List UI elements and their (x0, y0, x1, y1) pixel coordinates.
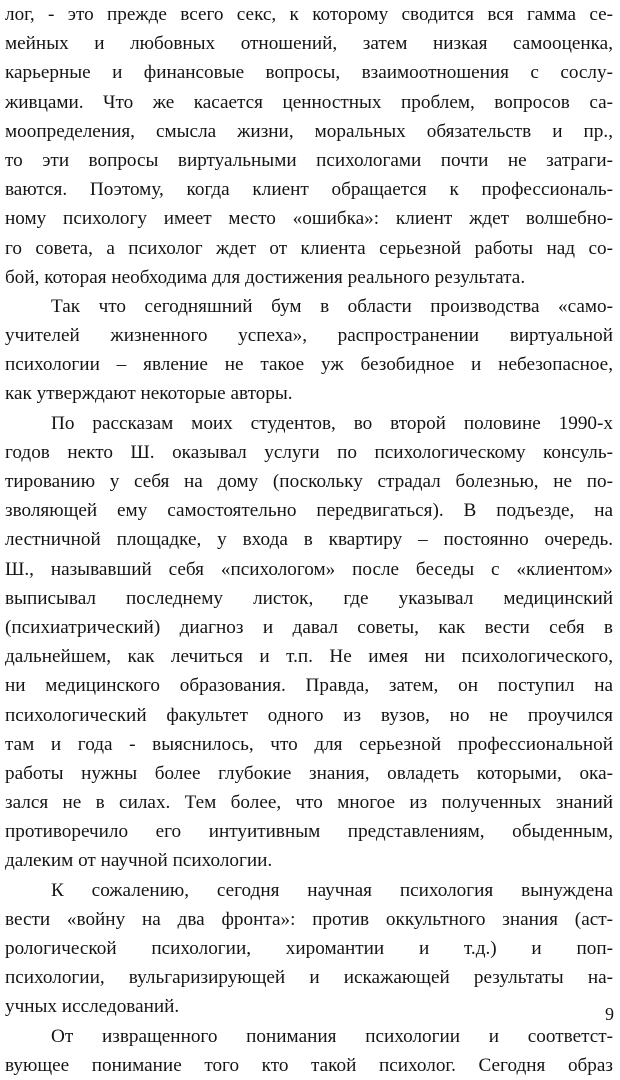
text-line: ваются. Поэтому, когда клиент обращается к профессиональ- (5, 179, 613, 201)
paragraph (5, 292, 613, 409)
text-line: то эти вопросы виртуальными психологами почти не затраги- (5, 149, 613, 171)
text-line: вести «войну на два фронта»: против оккультного знания (аст- (5, 908, 613, 930)
text-line: ни медицинского образования. Правда, затем, он поступил на (5, 675, 613, 697)
text-line: работы нужны более глубокие знания, овладеть которыми, ока- (5, 762, 613, 784)
text-line: противоречило его интуитивным представлениям, обыденным, (5, 821, 613, 843)
text-line: вующее понимание того кто такой психолог. Сегодня образ (5, 1054, 613, 1076)
text-line: далеким от научной психологии. (5, 850, 273, 872)
paragraph (5, 876, 613, 1022)
text-line: годов некто Ш. оказывал услуги по психологическому консуль- (5, 441, 613, 463)
text-line: моопределения, смысла жизни, моральных обязательств и пр., (5, 120, 613, 142)
text-line: карьерные и финансовые вопросы, взаимоотношения с сослу- (5, 62, 613, 84)
text-line: как утверждают некоторые авторы. (5, 383, 293, 405)
text-line: учителей жизненного успеха», распространении виртуальной (5, 325, 613, 347)
text-line: От извращенного понимания психологии и соответст- (51, 1025, 613, 1047)
text-line: зался не в силах. Тем более, что многое из полученных знаний (5, 792, 613, 814)
text-line: тированию у себя на дому (поскольку страдал болезнью, не по- (5, 471, 613, 492)
text-line: живцами. Что же касается ценностных проблем, вопросов са- (5, 91, 613, 113)
text-line: го совета, а психолог ждет от клиента серьезной работы над со- (5, 237, 613, 259)
text-line: бой, которая необходима для достижения реального результата. (5, 266, 526, 288)
text-line: дальнейшем, как лечиться и т.п. Не имея ни психологического, (5, 646, 613, 668)
page-number: 9 (605, 1004, 614, 1024)
text-line: Ш., называвший себя «психологом» после беседы с «клиентом» (5, 558, 613, 580)
text-line: К сожалению, сегодня научная психология вынуждена (51, 879, 613, 901)
text-line: психологии – явление не такое уж безобидное и небезопасное, (5, 354, 613, 376)
text-line: мейных и любовных отношений, затем низкая самооценка, (5, 33, 613, 55)
text-line: рологической психологии, хиромантии и т.д.) и поп- (5, 938, 613, 959)
body-text (5, 0, 613, 1080)
text-line: лог, - это прежде всего секс, к которому сводится вся гамма се- (5, 4, 613, 25)
text-line: зволяющей ему самостоятельно передвигаться). В подъезде, на (5, 500, 613, 522)
text-line: психологии, вульгаризирующей и искажающей результаты на- (5, 967, 613, 989)
paragraph (5, 1022, 613, 1080)
text-line: там и года - выяснилось, что для серьезной профессиональной (5, 733, 613, 755)
text-line: выписывал последнему листок, где указывал медицинский (5, 587, 613, 609)
text-line: Так что сегодняшний бум в области производства «само- (51, 295, 613, 317)
text-line: ному психологу имеет место «ошибка»: клиент ждет волшебно- (5, 208, 613, 230)
text-line: (психиатрический) диагноз и давал советы, как вести себя в (5, 616, 613, 638)
paragraph (5, 0, 613, 292)
paragraph (5, 409, 613, 876)
text-line: учных исследований. (5, 996, 180, 1018)
text-line: психологический факультет одного из вузов, но не проучился (5, 704, 613, 726)
text-line: лестничной площадке, у входа в квартиру – постоянно очередь. (5, 529, 613, 551)
text-line: По рассказам моих студентов, во второй половине 1990-х (51, 412, 613, 434)
